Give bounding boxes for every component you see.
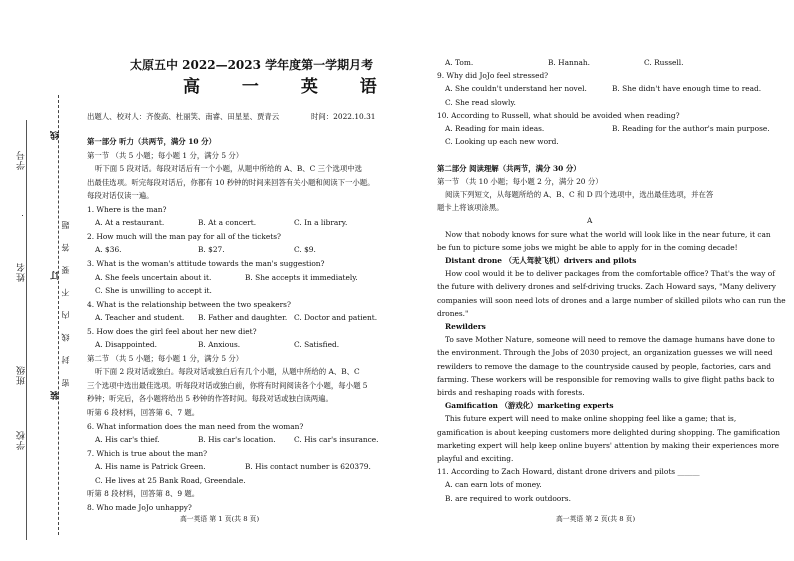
answer-option: B. Anxious. [198, 340, 241, 350]
text-line: birds and reshaping roads with forests. [437, 388, 585, 397]
text-line: C. Looking up each new word. [445, 137, 559, 147]
student-number-label: 学号 [17, 150, 27, 170]
answer-option: A. His name is Patrick Green. [95, 462, 206, 472]
exam-title: 太原五中 2022—2023 学年度第一学期月考 [130, 58, 374, 72]
text-line: 8. Who made JoJo unhappy? [87, 502, 192, 512]
section-heading: 第一部分 听力（共两节，满分 10 分） [87, 137, 216, 146]
seal-label-line: 线 [51, 130, 61, 140]
text-line: companies will soon need lots of drones and a large number of skilled pilots who can run the [437, 295, 786, 305]
text-line: 7. Which is true about the man? [87, 448, 208, 458]
text-line: How cool would it be to deliver packages from the comfortable office? That's the way of [445, 269, 775, 279]
text-line: 5. How does the girl feel about her new diet? [87, 326, 257, 336]
text-line: playful and exciting. [437, 454, 514, 463]
text-line: rewilders to remove the damage to the countryside caused by people, factories, cars and [437, 361, 771, 371]
seal-line [58, 95, 59, 535]
text-line: C. She is unwilling to accept it. [95, 286, 212, 296]
text-line: This future expert will need to make online shopping feel like a game; that is, [445, 414, 737, 424]
answer-option: B. $27. [198, 245, 225, 255]
fill-line [26, 120, 27, 540]
text-line: C. He lives at 25 Bank Road, Greendale. [95, 475, 246, 485]
text-line: 阅读下列短文，从每题所给的 A、B、C 和 D 四个选项中，选出最佳选项，并在答 [445, 190, 714, 199]
text-line: Now that nobody knows for sure what the world will look like in the near future, it can [445, 229, 771, 239]
section-heading: Rewilders [445, 322, 486, 331]
text-line: 听下面 5 段对话。每段对话后有一个小题，从题中所给的 A、B、C 三个选项中选 [95, 164, 363, 174]
text-line: 4. What is the relationship between the two speakers? [87, 299, 291, 309]
answer-option: A. She feels uncertain about it. [95, 272, 212, 282]
text-line: A [587, 216, 593, 226]
seal-label-bind: 装 [51, 390, 61, 400]
text-line: gamification is about keeping customers more delighted during shopping. The gamification [437, 427, 781, 437]
answer-option: B. Father and daughter. [198, 313, 288, 323]
text-line: 第二节 （共 5 小题；每小题 1 分，满分 5 分） [87, 353, 244, 363]
answer-option: A. At a restaurant. [95, 218, 165, 228]
answer-option: B. His car's location. [198, 435, 276, 445]
section-heading: Distant drone （无人驾驶飞机）drivers and pilots [445, 256, 637, 265]
text-line: 9. Why did JoJo feel stressed? [437, 71, 549, 81]
answer-option: A. His car's thief. [95, 435, 160, 445]
text-line: C. She read slowly. [445, 97, 516, 107]
answer-option: A. Tom. [445, 58, 474, 67]
answer-option: A. Teacher and student. [95, 313, 185, 323]
answer-option: A. $36. [95, 245, 122, 255]
answer-option: B. At a concert. [198, 218, 257, 228]
text-line: 10. According to Russell, what should be avoided when reading? [437, 110, 680, 120]
text-line: 1. Where is the man? [87, 204, 167, 214]
seal-notice: 密 封 线 内 不 要 答 题 [61, 215, 70, 387]
name-label: 姓名 [17, 262, 27, 282]
answer-option: A. Disappointed. [95, 340, 157, 350]
text-line: A. can earn lots of money. [445, 480, 542, 490]
page-2-footer: 高一英语 第 2 页(共 8 页) [556, 515, 636, 523]
text-line: 听下面 2 段对话或独白。每段对话或独白后有几个小题，从题中所给的 A、B、C [95, 367, 360, 377]
text-line: drones." [437, 308, 469, 318]
subject-title: 高 一 英 语 [183, 77, 395, 97]
text-line: 11. According to Zach Howard, distant drone drivers and pilots ______ [437, 467, 700, 477]
section-heading: Gamification （游戏化）marketing experts [445, 401, 614, 411]
answer-option: C. $9. [294, 245, 316, 255]
text-line: be fun to picture some jobs we might be able to apply for in the coming decade! [437, 242, 738, 252]
school-label: 学校 [17, 430, 27, 450]
text-line: 第一节 （共 10 小题；每小题 2 分，满分 20 分） [437, 176, 603, 186]
answer-option: C. His car's insurance. [294, 435, 379, 445]
answer-option: C. Russell. [644, 58, 684, 67]
answer-option: A. She couldn't understand her novel. [445, 84, 587, 94]
text-line: 听第 8 段材料，回答第 8、9 题。 [87, 489, 200, 499]
answer-option: B. His contact number is 620379. [245, 462, 371, 472]
answer-option: B. She didn't have enough time to read. [612, 84, 762, 94]
answer-option: C. Satisfied. [294, 340, 340, 350]
text-line: 出最佳选项。听完每段对话后，你都有 10 秒钟的时间来回答有关小题和阅读下一小题。 [87, 177, 375, 187]
answer-option: B. Hannah. [548, 58, 591, 67]
page-1-footer: 高一英语 第 1 页(共 8 页) [180, 515, 260, 523]
text-line: To save Mother Nature, someone will need to remove the damage humans have done to [445, 335, 775, 345]
text-line: 第一节 （共 5 小题；每小题 1 分，满分 5 分） [87, 150, 244, 160]
class-label: 班级 [17, 365, 27, 385]
section-heading: 第二部分 阅读理解（共两节，满分 30 分） [437, 163, 581, 173]
exam-time: 时间：2022.10.31 [311, 112, 376, 121]
authors-line: 出题人、校对人：齐俊高、杜丽笑、南睿、田星星、贾青云 [87, 112, 280, 121]
text-line: 三个选项中选出最佳选项。听每段对话或独白前，你将有时间阅读各个小题，每小题 5 [87, 380, 368, 390]
text-line: farming. These workers will be responsible for removing walls to give flight paths back to [437, 374, 775, 384]
text-line: the future with delivery drones and self-driving trucks. Zach Howard says, "Many delivery [437, 282, 776, 292]
text-line: 秒钟；听完后，各小题将给出 5 秒钟的作答时间。每段对话或独白读两遍。 [87, 394, 333, 404]
answer-option: A. Reading for main ideas. [445, 124, 545, 133]
seal-label-order: 订 [51, 270, 61, 280]
answer-option: B. Reading for the author's main purpose. [612, 124, 770, 133]
answer-option: C. In a library. [294, 218, 348, 228]
text-line: 2. How much will the man pay for all of the tickets? [87, 231, 281, 241]
text-line: 3. What is the woman's attitude towards the man's suggestion? [87, 258, 325, 268]
text-line: 6. What information does the man need from the woman? [87, 421, 304, 431]
text-line: the environment. Through the Jobs of 2030 project, an organization guesses we will need [437, 348, 773, 358]
answer-option: C. Doctor and patient. [294, 313, 378, 323]
text-line: 听第 6 段材料，回答第 6、7 题。 [87, 408, 200, 417]
text-line: marketing expert will help keep online buyers' attention by making their experiences more [437, 440, 780, 450]
text-line: 每段对话仅读一遍。 [87, 191, 154, 201]
text-line: 题卡上将该项涂黑。 [437, 203, 504, 213]
answer-option: B. She accepts it immediately. [245, 272, 358, 282]
text-line: B. are required to work outdoors. [445, 493, 571, 503]
